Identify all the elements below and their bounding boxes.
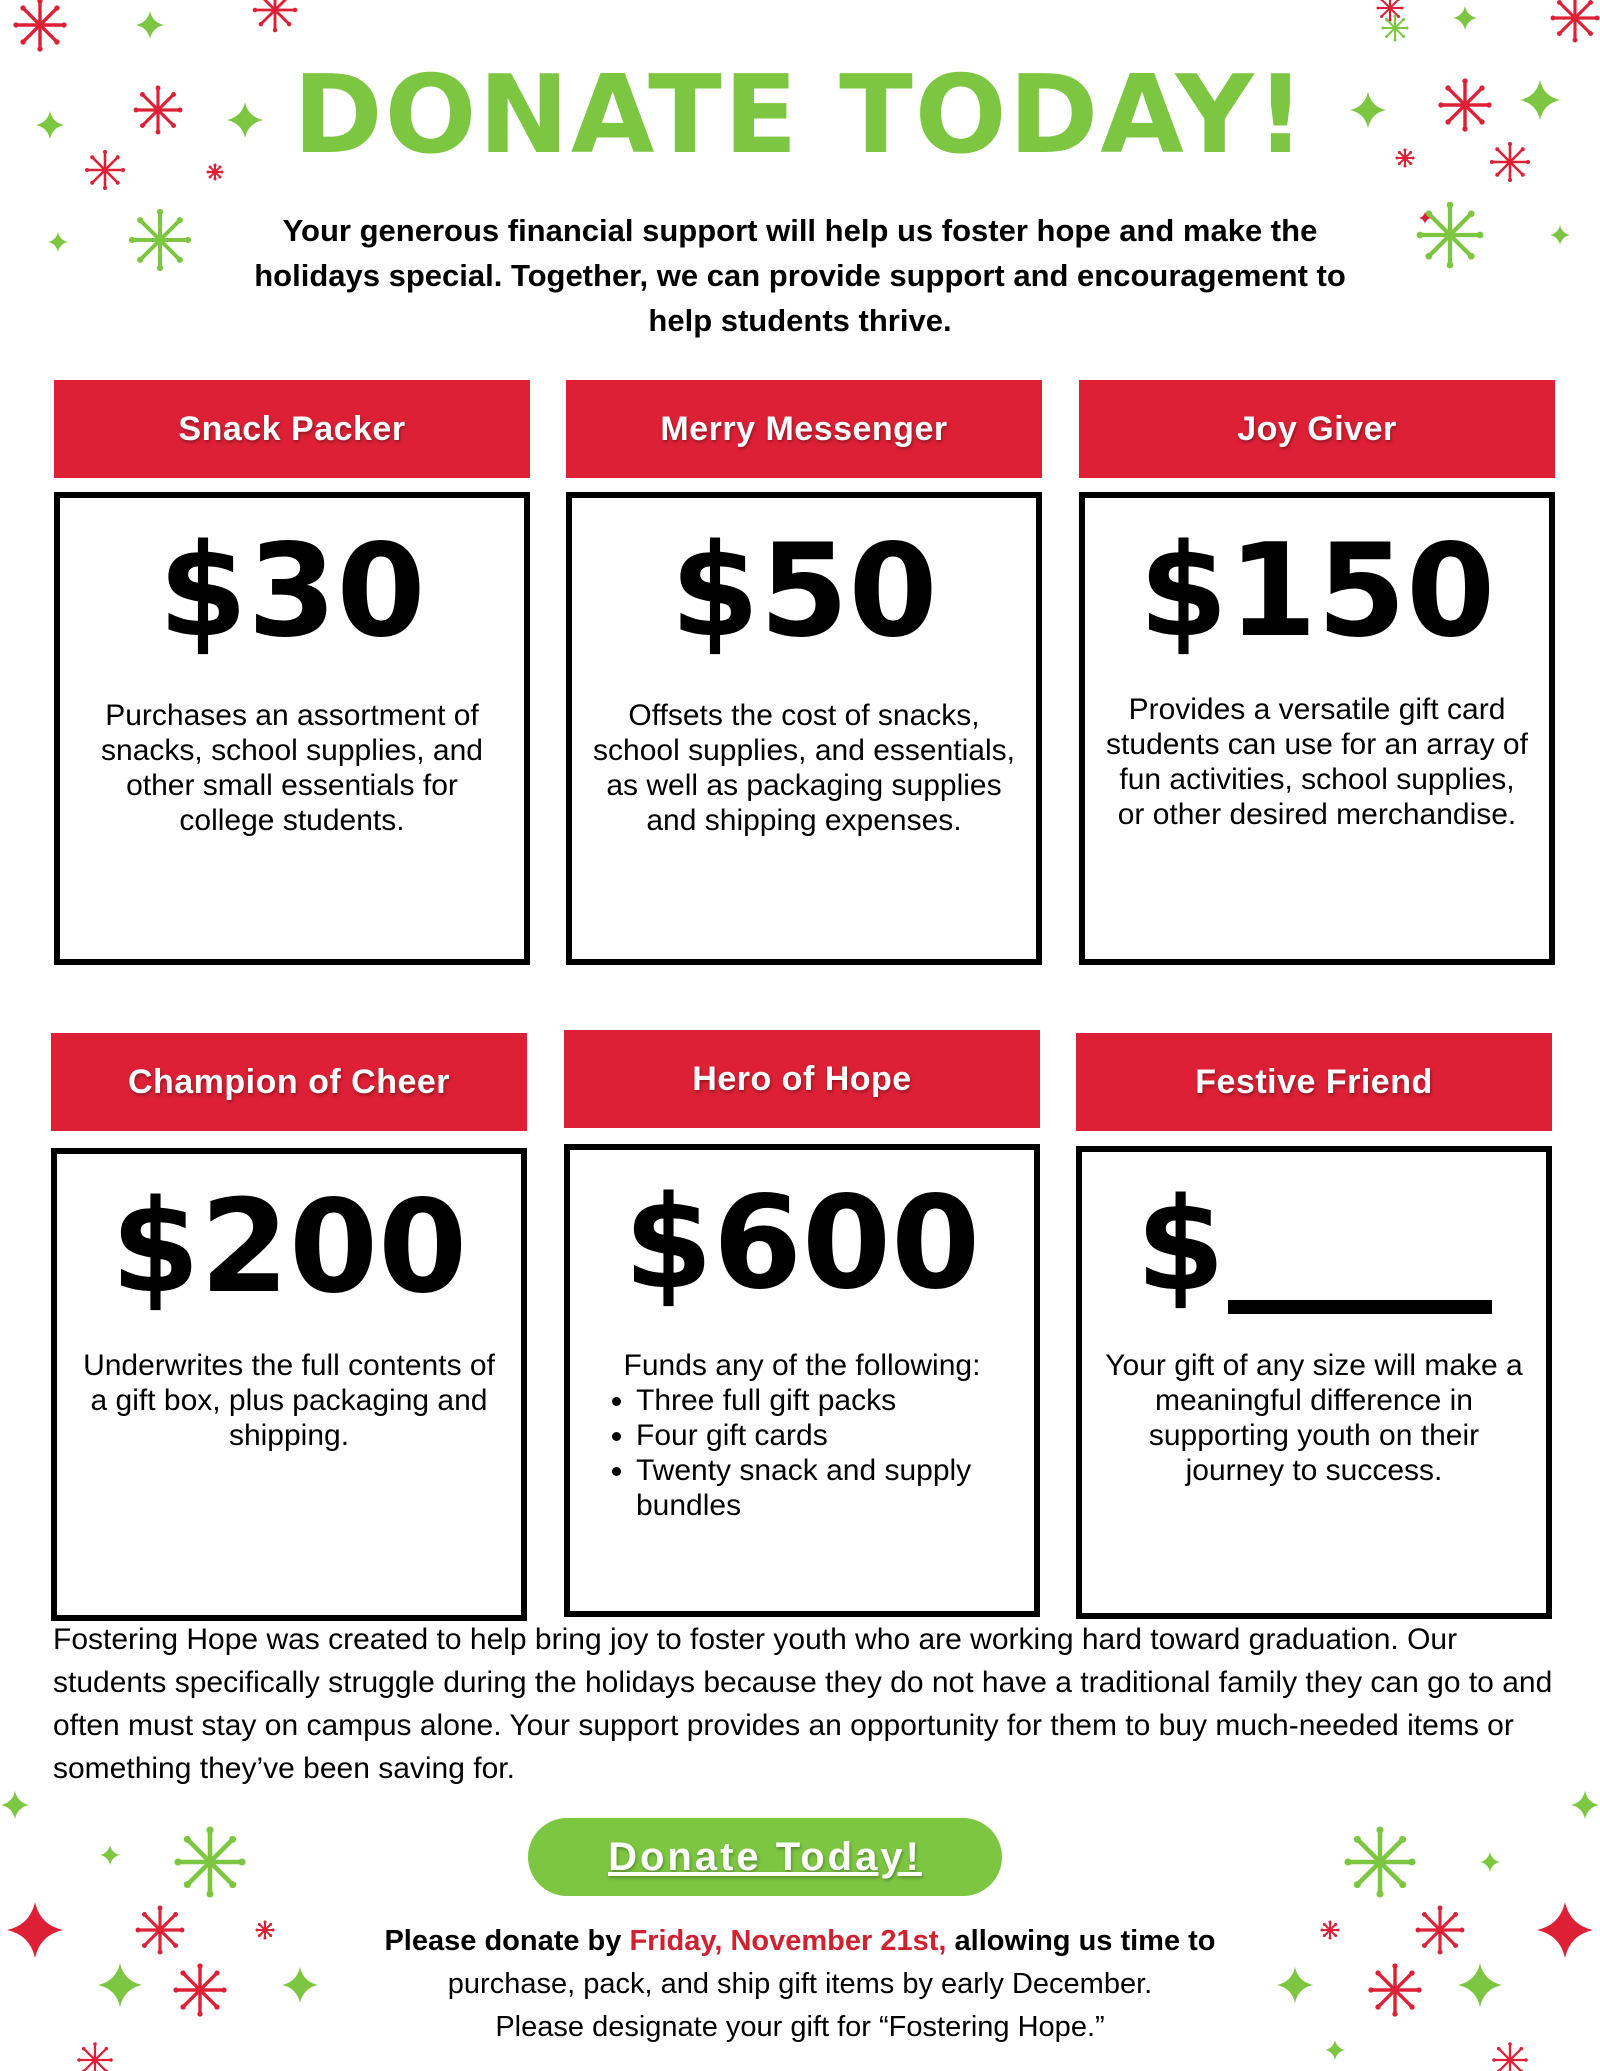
sparkle-star-icon — [1377, 0, 1404, 22]
tier-amount: $150 — [1138, 517, 1496, 666]
list-item: • Three full gift packs — [636, 1383, 1016, 1418]
sparkle-star-icon — [136, 11, 164, 39]
sparkle-star-icon — [174, 1826, 245, 1897]
tier-description-intro: Funds any of the following: — [623, 1349, 981, 1382]
intro-text: Your generous financial support will help us foster hope and make the holidays special. Together, we can provide support and encouragement to help students thrive. — [254, 213, 1346, 338]
sparkle-star-icon — [1, 1791, 29, 1819]
deadline-date: Friday, November 21st, — [629, 1925, 947, 1957]
sparkle-star-icon — [1416, 1906, 1465, 1955]
sparkle-star-icon — [1417, 202, 1484, 269]
sparkle-star-icon — [1571, 1791, 1599, 1819]
tier-header-hero-of-hope: Hero of Hope — [564, 1030, 1040, 1128]
tier-description: Underwrites the full contents of a gift box, plus packaging and shipping. — [83, 1349, 495, 1452]
tier-funding-list — [588, 1383, 1016, 1523]
tier-description: Provides a versatile gift card students can use for an array of fun activities, school supplies, or other desired merchandise. — [1106, 693, 1528, 831]
page-title: DONATE TODAY! — [293, 53, 1307, 178]
tier-description — [588, 1348, 1016, 1523]
sparkle-star-icon — [136, 1906, 185, 1955]
sparkle-star-icon — [1537, 1902, 1593, 1958]
list-item: • Twenty snack and supply bundles — [636, 1453, 1016, 1523]
sparkle-star-icon — [1551, 0, 1600, 42]
sparkle-star-icon — [1344, 1826, 1415, 1897]
sparkle-star-icon — [77, 2042, 113, 2071]
sparkle-star-icon — [253, 0, 297, 32]
donate-today-button[interactable]: Donate Today! — [528, 1818, 1002, 1896]
tier-amount: $200 — [110, 1173, 468, 1322]
tier-card-festive-friend — [1076, 1146, 1552, 1619]
tier-card-hero-of-hope — [564, 1144, 1040, 1617]
tier-description: Your gift of any size will make a meaningful difference in supporting youth on their journey to success. — [1105, 1349, 1523, 1487]
tier-card-champion-of-cheer — [51, 1148, 527, 1621]
tier-description: Offsets the cost of snacks, school supplies, and essentials, as well as packaging supplies and shipping expenses. — [593, 699, 1015, 837]
sparkle-star-icon — [1419, 212, 1431, 224]
sparkle-star-icon — [1453, 6, 1477, 30]
sparkle-star-icon — [1382, 15, 1409, 42]
sparkle-star-icon — [1550, 225, 1570, 245]
tier-header-champion-of-cheer: Champion of Cheer — [51, 1033, 527, 1131]
sparkle-star-icon — [48, 232, 68, 252]
deadline-line-3: Please designate your gift for “Fostering Hope.” — [495, 2011, 1105, 2043]
tier-amount: $ — [1136, 1171, 1226, 1320]
about-fostering-hope: Fostering Hope was created to help bring joy to foster youth who are working hard toward graduation. Our students specifically struggle during the holidays because they do not have a traditional family they can go to and often must stay on campus alone. Your support provides an opportunity for them to buy much-needed items or something they’ve been saving for. — [53, 1623, 1553, 1785]
sparkle-star-icon — [129, 209, 191, 271]
sparkle-star-icon — [98, 1963, 142, 2007]
sparkle-star-icon — [100, 1845, 120, 1865]
deadline-notice — [200, 1920, 1400, 2049]
deadline-line-1: Please donate by Friday, November 21st, allowing us time to — [384, 1925, 1216, 1957]
tier-card-snack-packer — [54, 492, 530, 965]
tier-amount: $30 — [158, 517, 426, 666]
tier-card-joy-giver — [1079, 492, 1555, 965]
sparkle-star-icon — [1480, 1852, 1500, 1872]
tier-amount: $50 — [670, 517, 938, 666]
tier-header-festive-friend: Festive Friend — [1076, 1033, 1552, 1131]
deadline-line-2: purchase, pack, and ship gift items by early December. — [447, 1968, 1153, 2000]
tier-card-merry-messenger — [566, 492, 1042, 965]
amount-blank-line — [1228, 1300, 1492, 1314]
tier-header-merry-messenger: Merry Messenger — [566, 380, 1042, 478]
sparkle-star-icon — [13, 0, 66, 52]
sparkle-star-icon — [7, 1902, 63, 1958]
list-item: • Four gift cards — [636, 1418, 1016, 1453]
tier-amount: $600 — [623, 1169, 981, 1318]
tier-header-snack-packer: Snack Packer — [54, 380, 530, 478]
sparkle-star-icon — [1492, 2042, 1528, 2071]
tier-description: Purchases an assortment of snacks, school supplies, and other small essentials for college students. — [101, 699, 483, 837]
sparkle-star-icon — [1458, 1963, 1502, 2007]
tier-header-joy-giver: Joy Giver — [1079, 380, 1555, 478]
